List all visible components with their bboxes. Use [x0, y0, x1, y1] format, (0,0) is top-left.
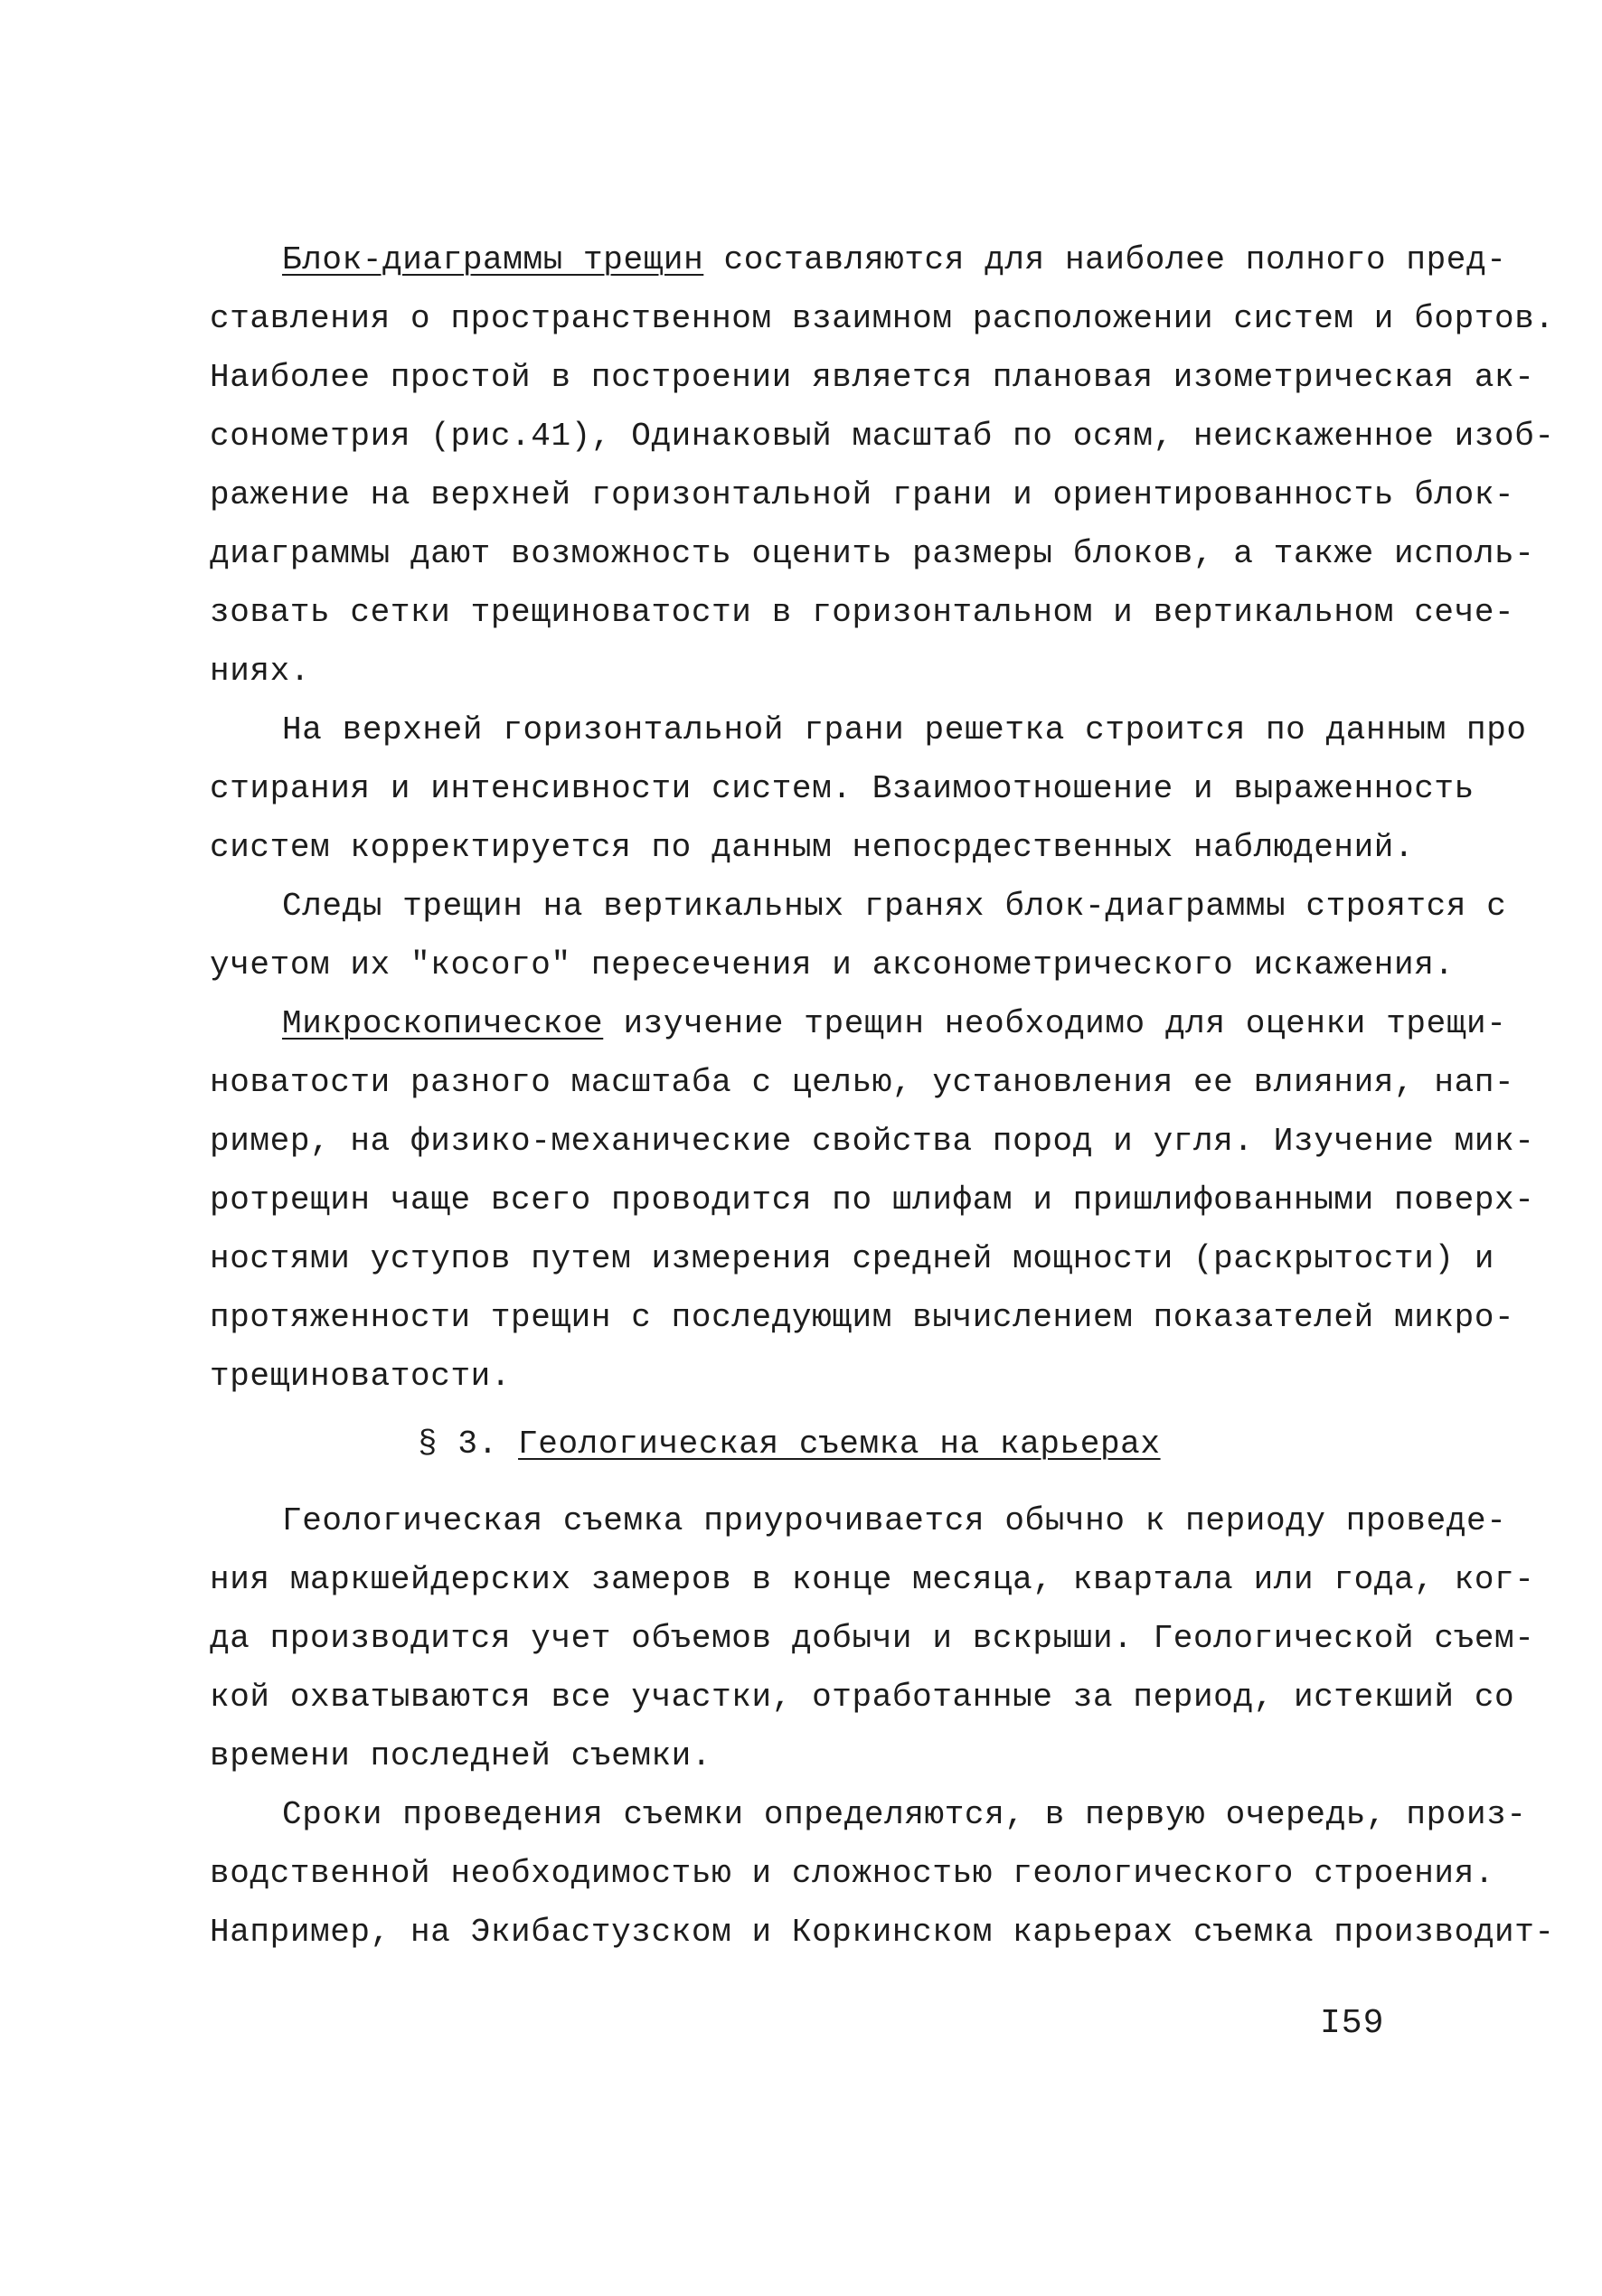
page-number: I59	[1320, 2004, 1385, 2043]
term-block-diagrams: Блок-диаграммы трещин	[282, 241, 704, 278]
paragraph-1-line-7: зовать сетки трещиноватости в горизонтальном и вертикальном сече-	[210, 594, 1515, 631]
paragraph-5-line-3: да производится учет объемов добычи и вскрыши. Геологической съем-	[210, 1620, 1535, 1657]
paragraph-2-line-2: стирания и интенсивности систем. Взаимоотношение и выраженность	[210, 770, 1475, 807]
paragraph-3-line-1: Следы трещин на вертикальных гранях блок-диаграммы строятся с	[282, 888, 1507, 925]
paragraph-1-line-6: диаграммы дают возможность оценить размеры блоков, а также исполь-	[210, 535, 1535, 572]
paragraph-1-line-8: ниях.	[210, 653, 311, 690]
paragraph-4-line-7: трещиноватости.	[210, 1358, 512, 1395]
paragraph-6-line-2: водственной необходимостью и сложностью геологического строения.	[210, 1855, 1495, 1892]
paragraph-5-line-4: кой охватываются все участки, отработанные за период, истекший со	[210, 1679, 1515, 1716]
paragraph-6-line-3: Например, на Экибастузском и Коркинском карьерах съемка производит-	[210, 1914, 1555, 1951]
paragraph-1-line-3: Наиболее простой в построении является плановая изометрическая ак-	[210, 359, 1535, 396]
section-title: Геологическая съемка на карьерах	[518, 1426, 1161, 1463]
paragraph-5-line-2: ния маркшейдерских замеров в конце месяца, квартала или года, ког-	[210, 1561, 1535, 1598]
paragraph-4-line-5: ностями уступов путем измерения средней мощности (раскрытости) и	[210, 1240, 1495, 1277]
paragraph-4-line-1: Микроскопическое изучение трещин необходимо для оценки трещи-	[282, 1005, 1507, 1042]
paragraph-2-line-1: На верхней горизонтальной грани решетка строится по данным про	[282, 711, 1527, 748]
paragraph-4-line-6: протяженности трещин с последующим вычислением показателей микро-	[210, 1299, 1515, 1336]
paragraph-2-line-3: систем корректируется по данным непосрдественных наблюдений.	[210, 829, 1415, 866]
paragraph-1-line-1: Блок-диаграммы трещин составляются для наиболее полного пред-	[282, 241, 1507, 278]
paragraph-6-line-1: Сроки проведения съемки определяются, в первую очередь, произ-	[282, 1796, 1527, 1833]
paragraph-1-line-2: ставления о пространственном взаимном расположении систем и бортов.	[210, 300, 1555, 337]
section-number: § 3.	[418, 1426, 498, 1463]
paragraph-5-line-5: времени последней съемки.	[210, 1737, 712, 1774]
paragraph-4-line-3: ример, на физико-механические свойства пород и угля. Изучение мик-	[210, 1123, 1535, 1160]
paragraph-1-line-4: сонометрия (рис.41), Одинаковый масштаб по осям, неискаженное изоб-	[210, 418, 1555, 455]
paragraph-4-line-2: новатости разного масштаба с целью, установления ее влияния, нап-	[210, 1064, 1515, 1101]
paragraph-3-line-2: учетом их "косого" пересечения и аксонометрического искажения.	[210, 946, 1455, 983]
paragraph-1-line-5: ражение на верхней горизонтальной грани и ориентированность блок-	[210, 476, 1515, 513]
section-heading	[418, 1426, 1161, 1463]
paragraph-4-line-4: ротрещин чаще всего проводится по шлифам и пришлифованными поверх-	[210, 1181, 1535, 1219]
paragraph-5-line-1: Геологическая съемка приурочивается обычно к периоду проведе-	[282, 1502, 1507, 1539]
term-microscopic: Микроскопическое	[282, 1005, 604, 1042]
